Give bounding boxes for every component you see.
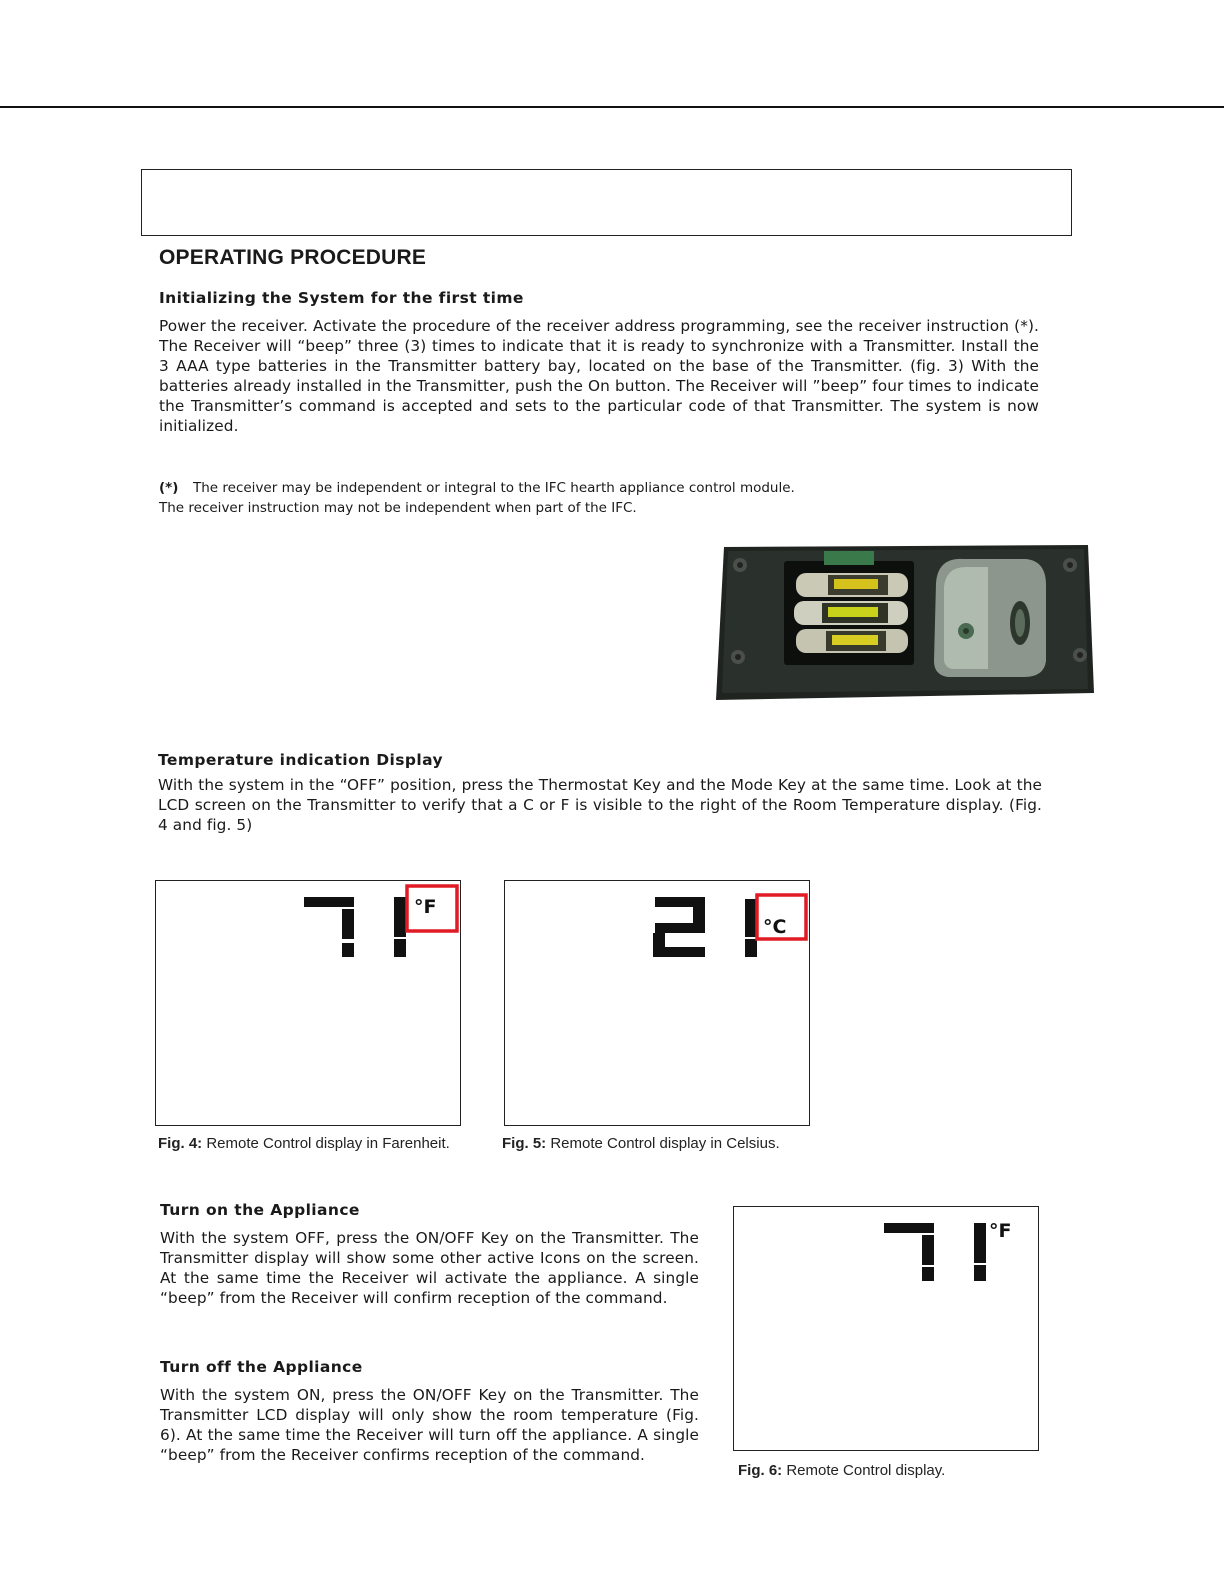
fig4-label: Fig. 4: bbox=[158, 1135, 203, 1152]
fig6-digit-1 bbox=[974, 1223, 986, 1281]
fig6-caption-text: Remote Control display. bbox=[786, 1462, 946, 1479]
fig6-caption bbox=[738, 1462, 945, 1479]
fig6-lcd-display bbox=[733, 1206, 1039, 1451]
transmitter-battery-photo bbox=[716, 543, 1094, 700]
receiver-note bbox=[159, 478, 799, 518]
note-mark: (*) bbox=[159, 480, 179, 496]
fig5-unit: °C bbox=[763, 916, 787, 938]
section-title: OPERATING PROCEDURE bbox=[159, 246, 427, 269]
fig5-caption-text: Remote Control display in Celsius. bbox=[550, 1135, 780, 1152]
fig5-digit-1 bbox=[745, 899, 757, 957]
init-body: Power the receiver. Activate the procedure of the receiver address programming, see the receiver instruction (*). The Receiver will “beep” three (3) times to indicate that it is ready to synchronize with a Transmitter. Install the 3 AAA type batteries in the Transmitter battery bay, located on the base of the Transmitter. (fig. 3) With the batteries already installed in the Transmitter, push the On button. The Receiver will ”beep” four times to indicate the Transmitter’s command is accepted and sets to the particular code of that Transmitter. The system is now initialized. bbox=[159, 317, 1039, 435]
turn-on-heading: Turn on the Appliance bbox=[160, 1201, 360, 1219]
turn-on-body: With the system OFF, press the ON/OFF Key on the Transmitter. The Transmitter display will show some other active Icons on the screen. At the same time the Receiver wil activate the appliance. A single “beep” from the Receiver will confirm reception of the command. bbox=[160, 1229, 699, 1307]
fig4-caption bbox=[158, 1135, 450, 1152]
battery-3 bbox=[796, 629, 908, 653]
fig5-caption bbox=[502, 1135, 780, 1152]
fig4-digit-7 bbox=[304, 897, 354, 957]
fig5-lcd-display bbox=[504, 880, 810, 1126]
fig6-label: Fig. 6: bbox=[738, 1462, 783, 1479]
fig4-unit: °F bbox=[414, 896, 437, 918]
fig4-caption-text: Remote Control display in Farenheit. bbox=[206, 1135, 450, 1152]
fig6-digit-7 bbox=[884, 1223, 934, 1281]
header-box bbox=[141, 169, 1072, 236]
turn-off-body: With the system ON, press the ON/OFF Key on the Transmitter. The Transmitter LCD display will only show the room temperature (Fig. 6). At the same time the Receiver will turn off the appliance. A single “beep” from the Receiver confirms reception of the command. bbox=[160, 1386, 699, 1464]
temp-display-heading: Temperature indication Display bbox=[158, 751, 443, 769]
fig4-digit-1 bbox=[394, 897, 406, 957]
init-heading: Initializing the System for the first time bbox=[159, 289, 524, 307]
fig6-unit: °F bbox=[989, 1220, 1012, 1242]
note-text: The receiver may be independent or integral to the IFC hearth appliance control module. The receiver instruction may not be independent when part of the IFC. bbox=[159, 480, 795, 516]
battery-1 bbox=[796, 573, 908, 597]
fig5-label: Fig. 5: bbox=[502, 1135, 547, 1152]
header-rule bbox=[0, 106, 1224, 108]
fig5-digit-2 bbox=[653, 897, 705, 957]
battery-2 bbox=[794, 601, 908, 625]
fig4-lcd-display bbox=[155, 880, 461, 1126]
turn-off-heading: Turn off the Appliance bbox=[160, 1358, 363, 1376]
temp-display-body: With the system in the “OFF” position, press the Thermostat Key and the Mode Key at the same time. Look at the LCD screen on the Transmitter to verify that a C or F is visible to the right of the Room Temperature display. (Fig. 4 and fig. 5) bbox=[158, 776, 1042, 834]
